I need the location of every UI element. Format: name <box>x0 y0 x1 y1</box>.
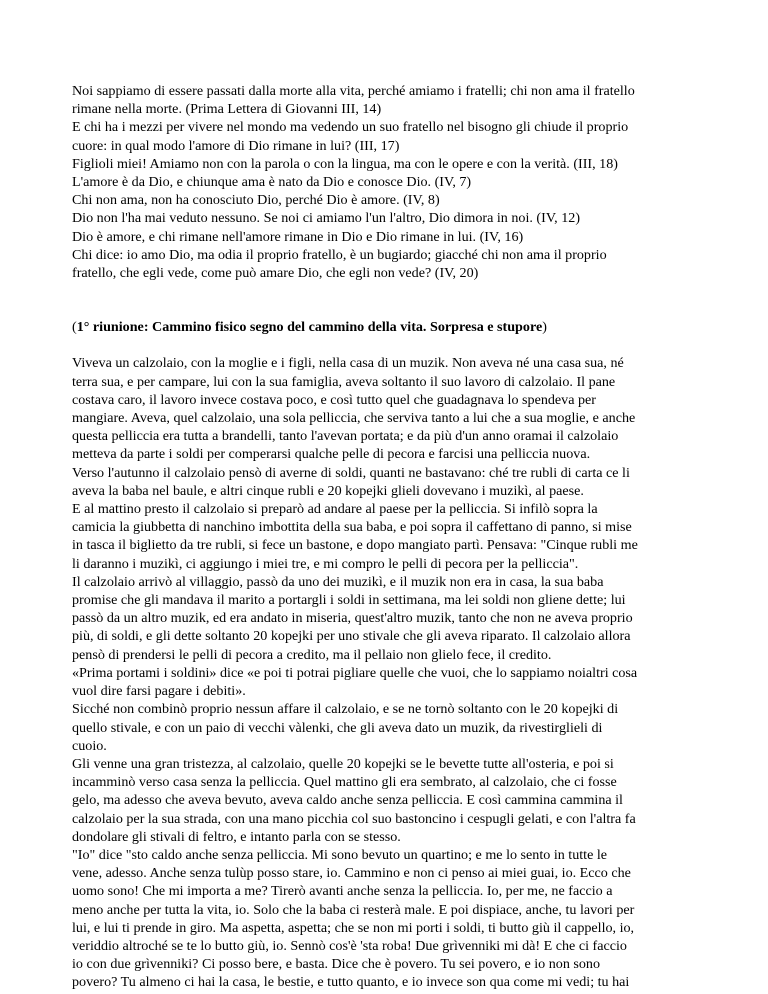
story-line: mangiare. Aveva, quel calzolaio, una sola pelliccia, che serviva tanto a lui che a sua moglie, e anche <box>72 410 636 427</box>
story-line: Sicché non combinò proprio nessun affare il calzolaio, e se ne tornò soltanto con le 20 kopejki di <box>72 701 619 718</box>
story-line: quello stivale, e con un paio di vecchi vàlenki, che gli aveva dato un muzik, da rivestirglieli di <box>72 719 603 736</box>
story-line: passò da un altro muzik, ed era andato in miseria, quest'altro muzik, tanto che non ne aveva proprio <box>72 610 633 627</box>
story-line: Il calzolaio arrivò al villaggio, passò da uno dei muzikì, e il muzik non era in casa, la sua baba <box>72 573 604 590</box>
quote-line: Chi dice: io amo Dio, ma odia il proprio fratello, è un bugiardo; giacché chi non ama il proprio <box>72 246 607 263</box>
story-line: E al mattino presto il calzolaio si preparò ad andare al paese per la pelliccia. Si infilò sopra la <box>72 501 598 518</box>
quote-line: Dio non l'ha mai veduto nessuno. Se noi ci amiamo l'un l'altro, Dio dimora in noi. (IV, 12) <box>72 210 581 227</box>
quote-line: Dio è amore, e chi rimane nell'amore rimane in Dio e Dio rimane in lui. (IV, 16) <box>72 228 524 245</box>
quote-line: rimane nella morte. (Prima Lettera di Giovanni III, 14) <box>72 101 382 118</box>
story-line: io con due grìvenniki? Ci posso bere, e basta. Dice che è povero. Tu sei povero, e io non sono <box>72 956 601 973</box>
story-line: pensò di prendersi le pelli di pecora a credito, ma il pellaio non glielo fece, il credito. <box>72 646 552 663</box>
story-line: lui, e lui ti prende in giro. Ma aspetta, aspetta; che se non mi porti i soldi, ti butto giù il cappello, io, <box>72 919 635 936</box>
heading-close-paren: ) <box>542 319 547 336</box>
story-line: veriddio altroché se te lo butto giù, io. Sennò cos'è 'sta roba! Due grìvenniki mi dà! E che ci faccio <box>72 937 627 954</box>
story-line: questa pelliccia era tutta a brandelli, tanto l'avevan portata; e da più d'un anno oramai il calzolaio <box>72 428 619 445</box>
story-line: metteva da parte i soldi per comperarsi qualche pelle di pecora e farcisi una pelliccia nuova. <box>72 446 591 463</box>
story-line: "Io" dice "sto caldo anche senza pelliccia. Mi sono bevuto un quartino; e me lo sento in tutte le <box>72 846 608 863</box>
story-line: più, di soldi, e gli dette soltanto 20 kopejki per uno stivale che gli aveva riparato. Il calzolaio allora <box>72 628 631 645</box>
scripture-quotes <box>72 82 702 282</box>
document-page <box>72 82 702 992</box>
story-line: uomo sono! Che mi importa a me? Tirerò avanti anche senza la pelliccia. Io, per me, ne faccio a <box>72 883 613 900</box>
story-line: Gli venne una gran tristezza, al calzolaio, quelle 20 kopejki se le bevette tutte all'osteria, e poi si <box>72 755 614 772</box>
story-text <box>72 354 702 991</box>
story-line: Verso l'autunno il calzolaio pensò di averne di soldi, quanti ne bastavano: ché tre rubli di carta ce li <box>72 464 630 481</box>
story-line: vuol dire farsi pagare i debiti». <box>72 683 246 700</box>
story-line: «Prima portami i soldini» dice «e poi ti potrai pigliare quelle che vuoi, che lo sappiamo noialtri cosa <box>72 664 638 681</box>
story-line: incamminò verso casa senza la pelliccia. Quel mattino gli era sembrato, al calzolaio, che ci fosse <box>72 774 617 791</box>
quote-line: L'amore è da Dio, e chiunque ama è nato da Dio e conosce Dio. (IV, 7) <box>72 174 472 191</box>
quote-line: cuore: in qual modo l'amore di Dio rimane in lui? (III, 17) <box>72 137 400 154</box>
story-line: Viveva un calzolaio, con la moglie e i figli, nella casa di un muzik. Non aveva né una casa sua, né <box>72 355 624 372</box>
story-line: vene, adesso. Anche senza tulùp posso stare, io. Cammino e non ci penso ai miei guai, io. Ecco che <box>72 865 631 882</box>
story-line: calzolaio per la sua strada, con una mano picchia col suo bastoncino i cespugli gelati, e con l'altra fa <box>72 810 636 827</box>
story-line: costava caro, il lavoro invece costava poco, e così tutto quel che guadagnava lo spendeva per <box>72 391 597 408</box>
section-heading <box>72 318 702 336</box>
story-line: aveva la baba nel baule, e altri cinque rubli e 20 kopejki glieli dovevano i muzikì, al paese. <box>72 482 584 499</box>
spacer <box>72 282 702 318</box>
story-line: gelo, ma adesso che aveva bevuto, aveva caldo anche senza pelliccia. E così cammina cammina il <box>72 792 623 809</box>
story-line: meno anche per tutta la vita, io. Solo che la baba ci resterà male. E poi dispiace, anche, tu lavori per <box>72 901 635 918</box>
heading-open-paren: ( <box>72 319 77 336</box>
quote-line: Noi sappiamo di essere passati dalla morte alla vita, perché amiamo i fratelli; chi non ama il fratello <box>72 83 635 99</box>
quote-line: Chi non ama, non ha conosciuto Dio, perché Dio è amore. (IV, 8) <box>72 192 440 209</box>
story-line: promise che gli mandava il marito a portargli i soldi in settimana, ma lei soldi non gliene dette; lui <box>72 592 626 609</box>
quote-line: E chi ha i mezzi per vivere nel mondo ma vedendo un suo fratello nel bisogno gli chiude il proprio <box>72 119 629 136</box>
heading-title: 1° riunione: Cammino fisico segno del cammino della vita. Sorpresa e stupore <box>76 319 543 336</box>
story-line: in tasca il biglietto da tre rubli, si fece un bastone, e dopo mangiato partì. Pensava: "Cinque rubli me <box>72 537 638 554</box>
story-line: camicia la giubbetta di nanchino imbottita della sua baba, e poi sopra il caffettano di panno, si mise <box>72 519 632 536</box>
story-line: cuoio. <box>72 737 107 754</box>
quote-line: fratello, che egli vede, come può amare Dio, che egli non vede? (IV, 20) <box>72 265 479 282</box>
story-line: povero? Tu almeno ci hai la casa, le bestie, e tutto quanto, e io invece son qua come mi vedi; tu hai <box>72 974 630 991</box>
story-line: li daranno i muzikì, ci aggiungo i miei tre, e mi compro le pelli di pecora per la pelliccia". <box>72 555 579 572</box>
spacer <box>72 336 702 354</box>
story-line: dondolare gli stivali di feltro, e intanto parla con se stesso. <box>72 828 401 845</box>
story-line: terra sua, e per campare, lui con la sua famiglia, aveva soltanto il suo lavoro di calzolaio. Il pane <box>72 373 616 390</box>
quote-line: Figlioli miei! Amiamo non con la parola o con la lingua, ma con le opere e con la verità. (III, 18) <box>72 155 618 172</box>
